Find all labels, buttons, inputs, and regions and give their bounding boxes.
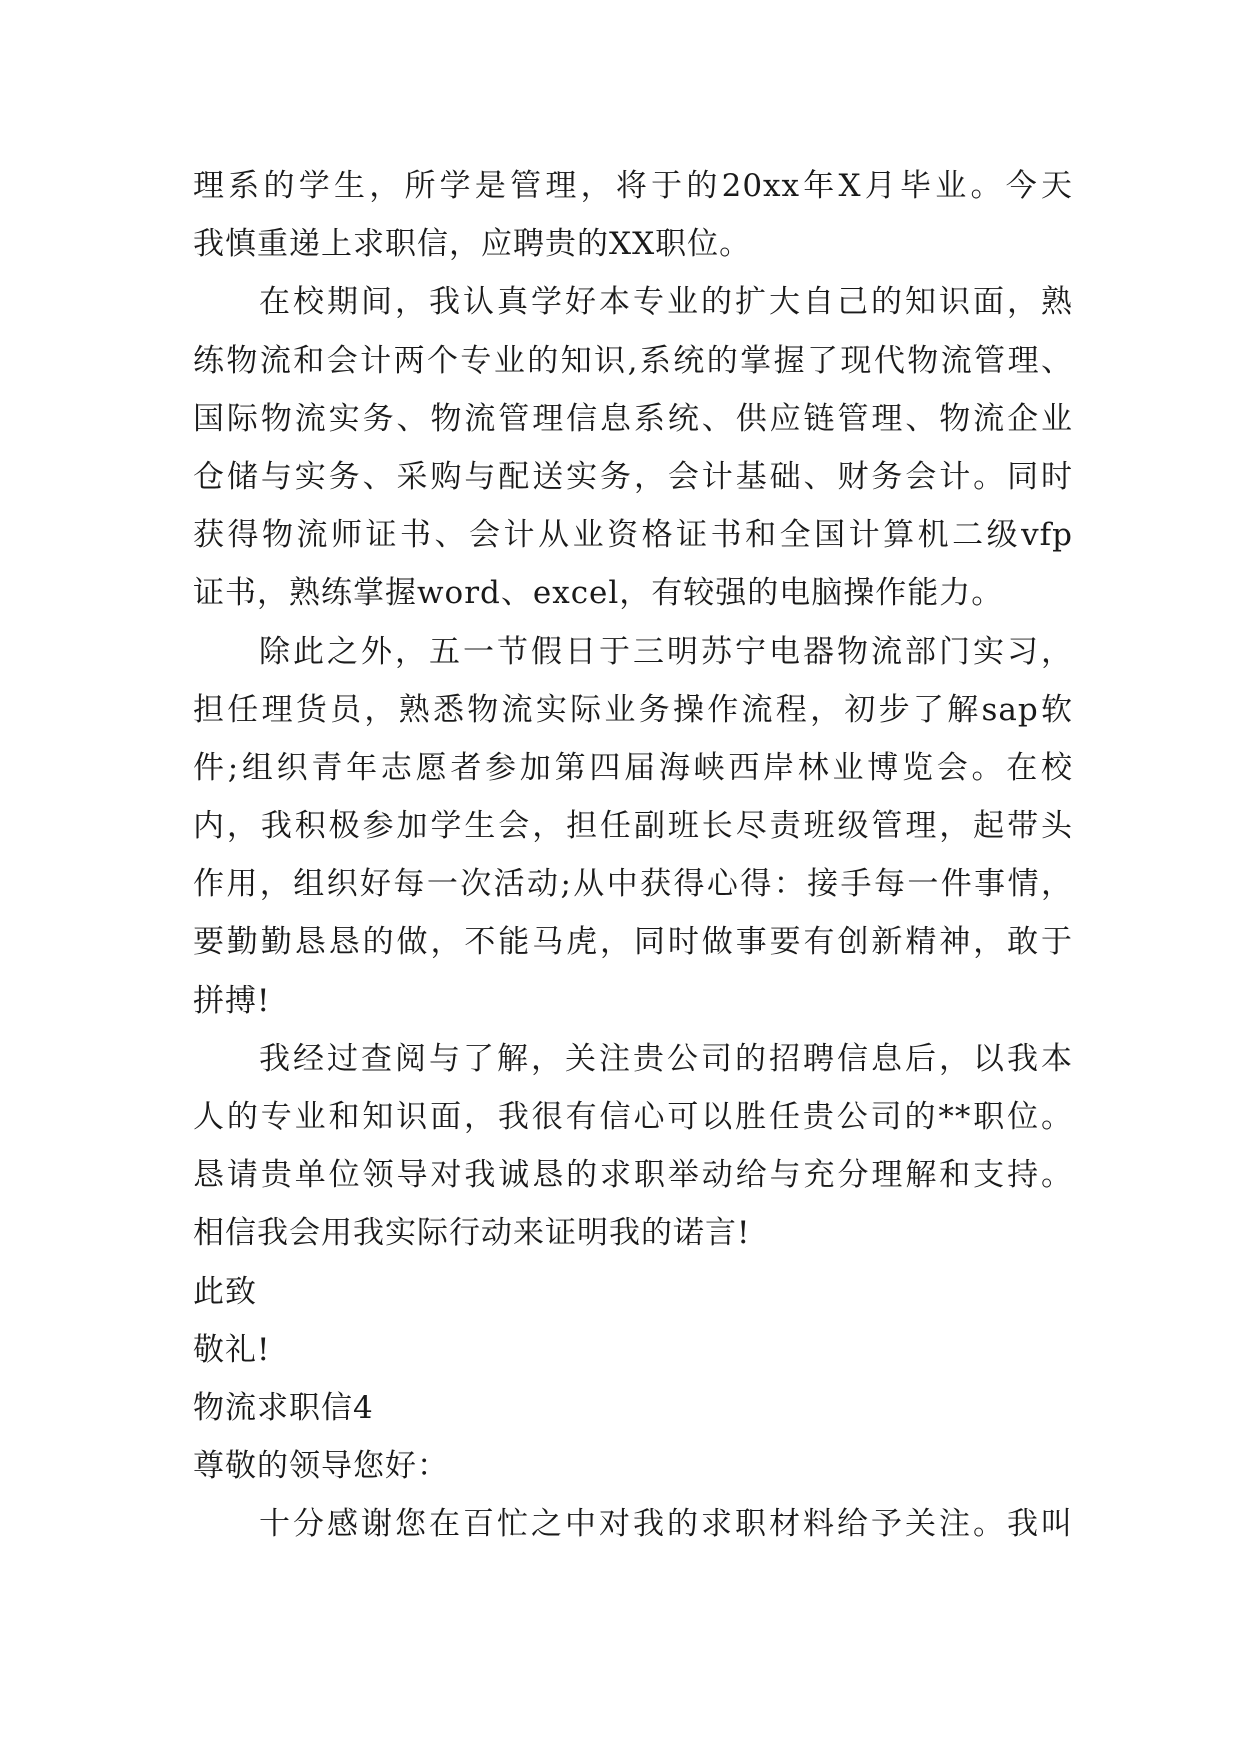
text-line: 证书，熟练掌握word、excel，有较强的电脑操作能力。 [193, 575, 1004, 612]
text-line: 内，我积极参加学生会，担任副班长尽责班级管理，起带头 [193, 808, 1073, 845]
paragraph-start-line: 除此之外，五一节假日于三明苏宁电器物流部门实习， [259, 633, 1073, 670]
paragraph-start-line: 我经过查阅与了解，关注贵公司的招聘信息后，以我本 [259, 1040, 1073, 1077]
text-line: 相信我会用我实际行动来证明我的诺言! [193, 1215, 751, 1252]
text-line: 练物流和会计两个专业的知识,系统的掌握了现代物流管理、 [193, 342, 1073, 379]
text-line: 要勤勤恳恳的做，不能马虎，同时做事要有创新精神，敢于 [193, 924, 1073, 961]
text-line: 理系的学生，所学是管理，将于的20xx年X月毕业。今天 [193, 168, 1073, 204]
text-line: 我慎重递上求职信，应聘贵的XX职位。 [193, 226, 752, 263]
text-line: 人的专业和知识面，我很有信心可以胜任贵公司的**职位。 [193, 1099, 1073, 1135]
text-line: 恳请贵单位领导对我诚恳的求职举动给与充分理解和支持。 [193, 1157, 1073, 1194]
closing-respect: 敬礼! [193, 1331, 271, 1368]
paragraph-start-line: 在校期间，我认真学好本专业的扩大自己的知识面，熟 [259, 284, 1073, 321]
letter-body [193, 157, 1073, 1554]
text-line: 拼搏! [193, 982, 271, 1019]
text-line: 国际物流实务、物流管理信息系统、供应链管理、物流企业 [193, 400, 1073, 437]
text-line: 作用，组织好每一次活动;从中获得心得：接手每一件事情， [193, 866, 1073, 903]
closing-salutation: 此致 [193, 1273, 257, 1310]
greeting: 尊敬的领导您好： [193, 1448, 449, 1485]
text-line: 担任理货员，熟悉物流实际业务操作流程，初步了解sap软 [193, 691, 1073, 728]
text-line: 件;组织青年志愿者参加第四届海峡西岸林业博览会。在校 [193, 749, 1073, 786]
text-line: 获得物流师证书、会计从业资格证书和全国计算机二级vfp [193, 517, 1073, 554]
paragraph-start-line: 十分感谢您在百忙之中对我的求职材料给予关注。我叫 [259, 1506, 1073, 1543]
text-line: 仓储与实务、采购与配送实务，会计基础、财务会计。同时 [193, 458, 1073, 495]
section-title: 物流求职信4 [193, 1389, 374, 1426]
